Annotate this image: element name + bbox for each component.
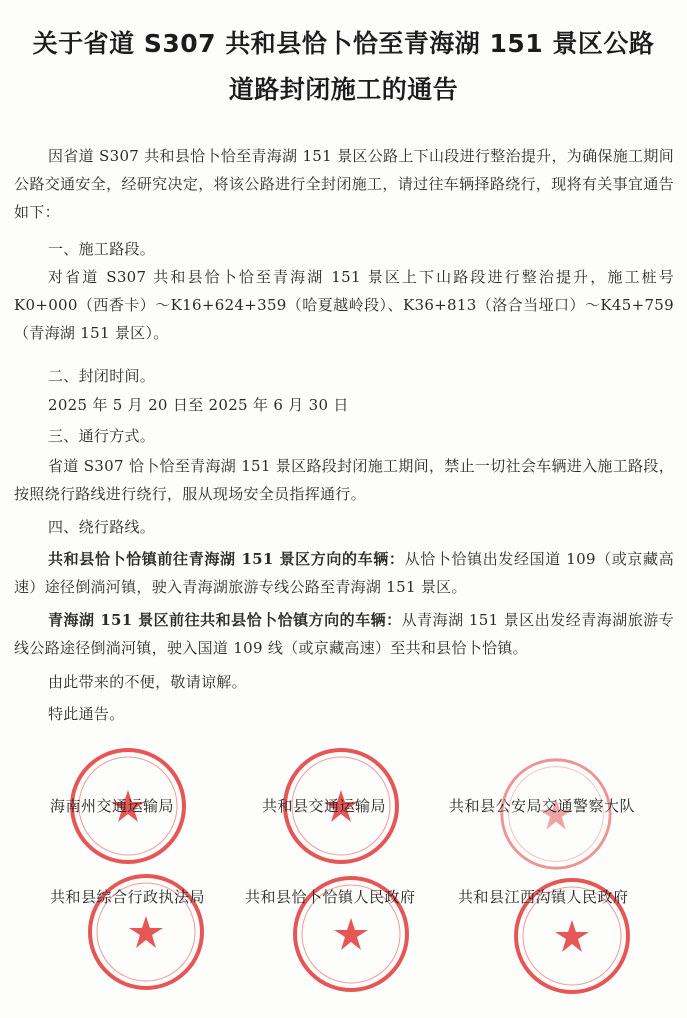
section2-body: 2025 年 5 月 20 日至 2025 年 6 月 30 日 <box>48 396 349 414</box>
notice-title-line1: 关于省道 S307 共和县恰卜恰至青海湖 151 景区公路 <box>32 29 655 58</box>
signatory-1: 海南州交通运输局 <box>50 797 175 815</box>
signatory-3: 共和县公安局交通警察大队 <box>449 797 636 815</box>
closing-apology: 由此带来的不便，敬请谅解。 <box>48 673 247 691</box>
section1-heading: 一、施工路段。 <box>48 240 156 258</box>
notice-title-line2: 道路封闭施工的通告 <box>228 75 459 104</box>
signatory-6: 共和县江西沟镇人民政府 <box>458 888 629 906</box>
route2-label: 青海湖 151 景区前往共和县恰卜恰镇方向的车辆： <box>48 611 402 629</box>
signatory-4: 共和县综合行政执法局 <box>50 888 206 906</box>
signatory-2: 共和县交通运输局 <box>262 797 387 815</box>
section1-body: 对省道 S307 共和县恰卜恰至青海湖 151 景区上下山路段进行整治提升，施工桩号 K0+000（西香卡）～K16+624+359（哈夏越岭段）、K36+813（洛合当垭口）～K45+759（青海湖 151 景区）。 <box>14 268 674 342</box>
intro-paragraph: 因省道 S307 共和县恰卜恰至青海湖 151 景区公路上下山段进行整治提升，为确保施工期间公路交通安全，经研究决定，将该公路进行全封闭施工，请过往车辆择路绕行，现将有关事宜通告如下： <box>14 147 674 221</box>
closing-notice: 特此通告。 <box>48 705 125 723</box>
section4-heading: 四、绕行路线。 <box>48 518 156 536</box>
route2-text: 从青海湖 151 景区出发经青海湖旅游专线公路途径倒淌河镇，驶入国道 109 线（或京藏高速）至共和县恰卜恰镇。 <box>14 611 674 657</box>
route2-paragraph <box>14 606 674 662</box>
route1-paragraph <box>14 545 674 601</box>
section3-body: 省道 S307 恰卜恰至青海湖 151 景区路段封闭施工期间，禁止一切社会车辆进入施工路段，按照绕行路线进行绕行，服从现场安全员指挥通行。 <box>14 457 674 503</box>
route1-text: 从恰卜恰镇出发经国道 109（或京藏高速）途径倒淌河镇，驶入青海湖旅游专线公路至青海湖 151 景区。 <box>14 550 674 596</box>
section3-heading: 三、通行方式。 <box>48 427 156 445</box>
section2-heading: 二、封闭时间。 <box>48 367 156 385</box>
signatory-5: 共和县恰卜恰镇人民政府 <box>245 888 416 906</box>
route1-label: 共和县恰卜恰镇前往青海湖 151 景区方向的车辆： <box>48 550 405 568</box>
